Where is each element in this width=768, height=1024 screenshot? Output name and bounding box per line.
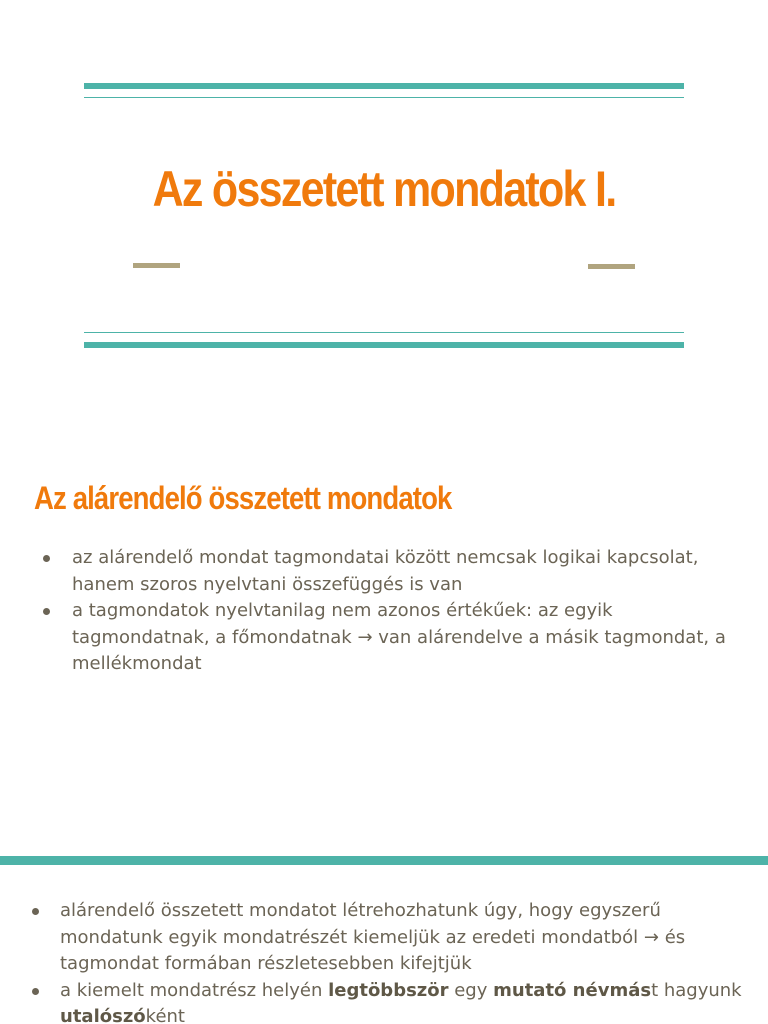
bold-term: mutató névmás [493, 979, 652, 1001]
bullet-text: alárendelő összetett mondatot létrehozhatunk úgy, hogy egyszerű mondatunk egyik mondatrészét kiemeljük az eredeti mondatból → és tagmondat formában részletesebben kifejtjük [60, 900, 686, 974]
list-item [72, 545, 740, 598]
title-dash-right [588, 264, 635, 269]
list-item [60, 978, 750, 1024]
bullet-dot-icon [32, 908, 39, 915]
list-item [60, 898, 750, 978]
title-bottom-thick-rule [84, 342, 684, 348]
slide-divider-bar [0, 856, 768, 865]
list-item [72, 598, 740, 678]
bullet-text-part: t hagyunk [651, 979, 742, 1001]
bullet-text: az alárendelő mondat tagmondatai között nemcsak logikai kapcsolat, hanem szoros nyelvtani összefüggés is van [72, 547, 699, 595]
bold-term: legtöbbször [328, 979, 449, 1001]
bullet-dot-icon [43, 608, 50, 615]
slide-title: Az összetett mondatok I. [152, 161, 616, 217]
bullet-list-1 [72, 545, 740, 678]
bullet-text-part: egy [448, 979, 494, 1001]
bullet-text-part: ként [145, 1006, 185, 1024]
title-top-thick-rule [84, 83, 684, 89]
bullet-text: a tagmondatok nyelvtanilag nem azonos értékűek: az egyik tagmondatnak, a főmondatnak → van alárendelve a másik tagmondat, a mellékmondat [72, 600, 726, 674]
bullet-list-2 [60, 898, 750, 1024]
title-top-thin-rule [84, 97, 684, 98]
title-bottom-thin-rule [84, 332, 684, 333]
bullet-dot-icon [43, 555, 50, 562]
bold-term: utalószó [60, 1006, 146, 1024]
title-dash-left [133, 263, 180, 268]
bullet-text-part: a kiemelt mondatrész helyén [60, 979, 329, 1001]
bullet-dot-icon [32, 988, 39, 995]
section-heading: Az alárendelő összetett mondatok [34, 480, 452, 516]
